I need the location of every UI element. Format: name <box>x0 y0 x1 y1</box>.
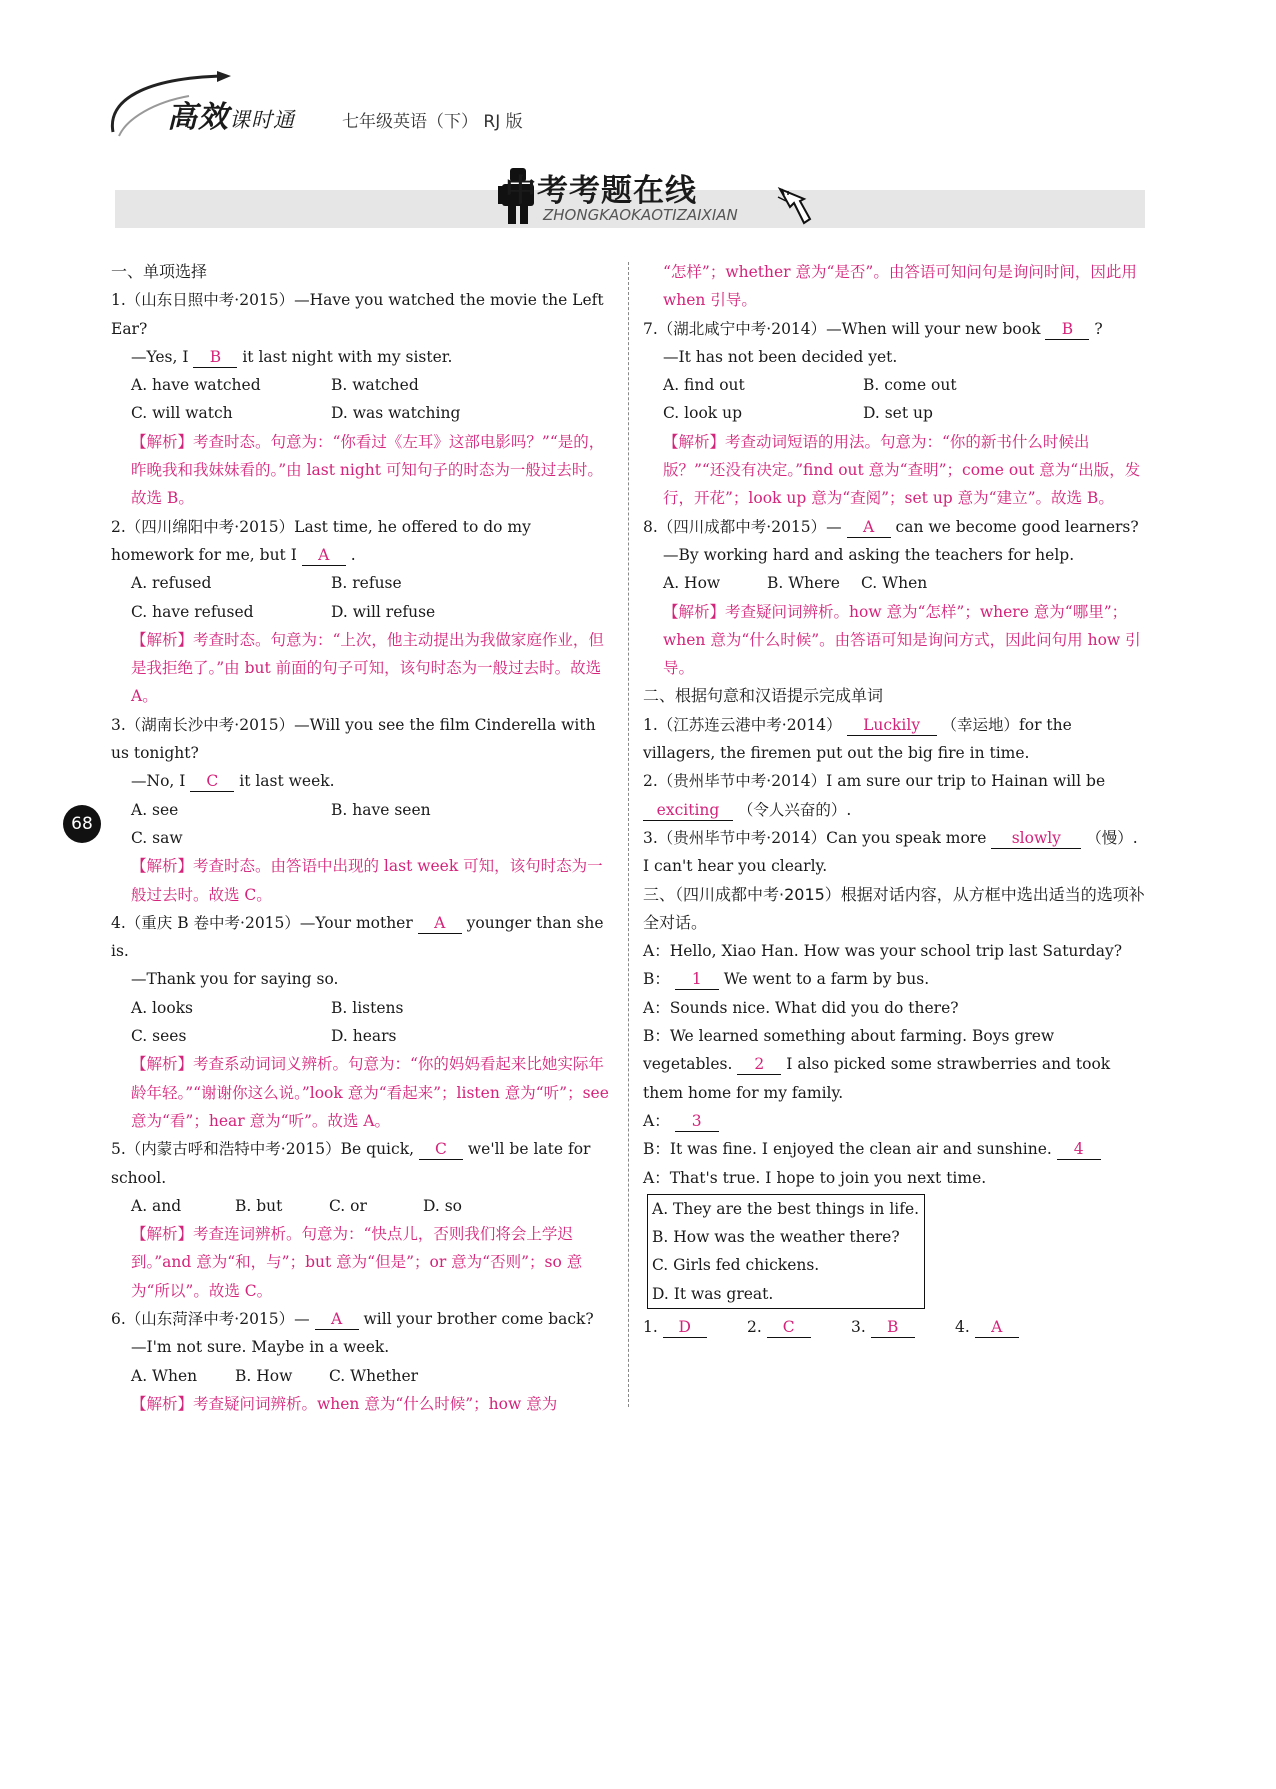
right-column-line <box>643 824 1145 881</box>
question-text-after: （慢）. I can't hear you clearly. <box>643 828 1138 876</box>
option-choice: B. watched <box>331 376 419 395</box>
right-column-line: —By working hard and asking the teachers for help. <box>663 545 1075 564</box>
option-choice: B. but <box>235 1196 283 1215</box>
left-column-line: 【解析】考查系动词词义辨析。句意为：“你的妈妈看起来比她实际年龄年轻。”“谢谢你这么说。”look 意为“看起来”；listen 意为“听”；see 意为“看”；hear 意为“听”。故选 A。 <box>131 1055 609 1130</box>
left-column-line: 【解析】考查连词辨析。句意为：“快点儿，否则我们将会上学迟到。”and 意为“和，与”；but 意为“但是”；or 意为“否则”；so 意为“所以”。故选 C。 <box>131 1225 583 1300</box>
option-choice: D. will refuse <box>331 602 436 621</box>
option-choice: B. have seen <box>331 800 431 819</box>
question-text: B：It was fine. I enjoyed the clean air and sunshine. <box>643 1140 1057 1159</box>
right-column-line <box>643 767 1145 824</box>
left-column-line <box>111 1022 614 1050</box>
question-text-after: We went to a farm by bus. <box>718 970 930 989</box>
question-text: B：We learned something about farming. Boys grew vegetables. <box>643 1027 1055 1074</box>
pointing-hand-icon <box>774 185 818 229</box>
question-text-after: younger than she is. <box>111 913 604 961</box>
question-text-after: it last week. <box>234 772 335 791</box>
left-column-line <box>111 994 614 1022</box>
answer-blank: exciting <box>643 800 733 821</box>
question-text: 4.（重庆 B 卷中考·2015）—Your mother <box>111 913 418 932</box>
right-column-line: “怎样”；whether 意为“是否”。由答语可知问句是询问时间，因此用 when 引导。 <box>663 263 1137 310</box>
right-column-line <box>643 965 1145 993</box>
left-column-line <box>111 1362 614 1390</box>
answer-blank: 3 <box>675 1111 719 1132</box>
question-text: —Yes, I <box>131 347 194 366</box>
left-column-line <box>111 399 614 427</box>
left-column-line: 【解析】考查时态。由答语中出现的 last week 可知，该句时态为一般过去时。故选 C。 <box>131 857 603 904</box>
final-answer-num: 3. <box>851 1317 871 1336</box>
answer-blank: A <box>847 517 891 538</box>
option-choice: A. find out <box>663 376 745 395</box>
left-column-line <box>111 513 614 570</box>
right-column-line: A：Hello, Xiao Han. How was your school trip last Saturday? <box>643 942 1123 961</box>
right-column-line <box>643 1107 1145 1135</box>
question-text: 3.（贵州毕节中考·2014）Can you speak more <box>643 828 992 847</box>
right-column-line <box>643 399 1145 427</box>
left-column-line <box>111 1305 614 1333</box>
option-choice: A. How <box>663 574 721 593</box>
answer-blank: A <box>302 545 346 566</box>
left-column-line <box>111 598 614 626</box>
option-choice: D. so <box>423 1196 463 1215</box>
right-column-line: 【解析】考查疑问词辨析。how 意为“怎样”；where 意为“哪里”；when 意为“什么时候”。由答语可知是询问方式，因此问句用 how 引导。 <box>663 602 1141 678</box>
option-choice: B. come out <box>863 376 957 395</box>
right-column-line: A：Sounds nice. What did you do there? <box>643 998 959 1017</box>
question-text: B： <box>643 970 675 989</box>
question-text: 2.（四川绵阳中考·2015）Last time, he offered to do my homework for me, but I <box>111 517 531 564</box>
banner-pinyin: ZHONGKAOKAOTIZAIXIAN <box>543 206 738 224</box>
left-column-line <box>111 569 614 597</box>
right-column-line <box>643 711 1145 768</box>
final-answer-item <box>851 1313 955 1341</box>
answer-blank: B <box>1045 319 1089 340</box>
option-choice: D. hears <box>331 1027 397 1046</box>
option-choice: A. see <box>131 800 179 819</box>
answer-blank: C <box>419 1139 463 1160</box>
left-column-line <box>111 909 614 966</box>
answer-blank: slowly <box>991 828 1081 849</box>
question-text-after: we'll be late for school. <box>111 1140 591 1187</box>
final-answer-blank: A <box>975 1317 1019 1338</box>
right-column-line: —It has not been decided yet. <box>663 347 898 366</box>
question-text-after: it last night with my sister. <box>237 347 453 366</box>
left-column-line: 一、单项选择 <box>111 262 208 281</box>
left-column-line: 【解析】考查疑问词辨析。when 意为“什么时候”；how 意为 <box>131 1394 558 1413</box>
option-choice: C. will watch <box>131 404 233 423</box>
question-text-after: I also picked some strawberries and took them home for my family. <box>643 1055 1111 1102</box>
left-column <box>111 258 614 1418</box>
option-choice: C. When <box>861 574 928 593</box>
question-text-after: （幸运地）for the villagers, the firemen put out the big fire in time. <box>643 715 1072 763</box>
option-choice: A. and <box>131 1196 182 1215</box>
right-column-line <box>643 315 1145 343</box>
question-text: 7.（湖北咸宁中考·2014）—When will your new book <box>643 319 1046 338</box>
final-answer-blank: B <box>871 1317 915 1338</box>
option-choice: C. sees <box>131 1027 187 1046</box>
right-column-line <box>643 371 1145 399</box>
question-text: 6.（山东菏泽中考·2015）— <box>111 1309 315 1328</box>
right-column <box>643 258 1145 1341</box>
answer-blank: 2 <box>737 1054 781 1075</box>
banner-title: 中考考题在线 <box>505 173 697 209</box>
left-column-line: 【解析】考查时态。句意为：“你看过《左耳》这部电影吗？”“是的，昨晚我和我妹妹看的。”由 last night 可知句子的时态为一般过去时。故选 B。 <box>131 432 605 508</box>
option-choice: B. listens <box>331 998 404 1017</box>
option-choice: D. was watching <box>331 404 461 423</box>
final-answers <box>643 1313 1145 1341</box>
option-choice: B. refuse <box>331 574 402 593</box>
option-choice: A. have watched <box>131 376 261 395</box>
final-answer-blank: D <box>663 1317 707 1338</box>
question-text-after: . <box>345 545 356 564</box>
left-column-line: —I'm not sure. Maybe in a week. <box>131 1338 390 1357</box>
option-choice: A. looks <box>131 998 194 1017</box>
right-column-line <box>643 513 1145 541</box>
question-text: —No, I <box>131 772 191 791</box>
option-choice: C. have refused <box>131 602 254 621</box>
question-text-after: ? <box>1089 319 1103 338</box>
right-column-items <box>643 258 1145 1192</box>
question-text: A： <box>643 1111 675 1130</box>
option-choice: C. or <box>329 1196 367 1215</box>
right-column-line: 二、根据句意和汉语提示完成单词 <box>643 686 884 706</box>
final-answer-num: 4. <box>955 1317 975 1336</box>
option-choice: B. How <box>235 1366 293 1385</box>
options-box <box>647 1194 925 1309</box>
left-column-line: 【解析】考查时态。句意为：“上次，他主动提出为我做家庭作业，但是我拒绝了。”由 but 前面的句子可知，该句时态为一般过去时。故选 A。 <box>131 630 604 706</box>
box-option: D. It was great. <box>652 1284 774 1303</box>
left-column-line <box>111 1135 614 1192</box>
box-option: C. Girls fed chickens. <box>652 1256 820 1275</box>
right-column-line <box>643 1022 1145 1107</box>
left-column-line <box>111 371 614 399</box>
column-divider <box>628 262 629 1407</box>
answer-blank: B <box>193 347 237 368</box>
answer-blank: 1 <box>675 969 719 990</box>
answer-blank: 4 <box>1057 1139 1101 1160</box>
brand-main: 高效 <box>167 100 229 135</box>
right-column-line: 【解析】考查动词短语的用法。句意为：“你的新书什么时候出版？”“还没有决定。”find out 意为“查明”；come out 意为“出版，发行，开花”；look up 意为“查阅”；set up 意为“建立”。故选 B。 <box>663 432 1141 508</box>
option-choice: D. set up <box>863 404 933 423</box>
question-text: 8.（四川成都中考·2015）— <box>643 517 847 536</box>
answer-blank: A <box>418 913 462 934</box>
left-column-line: 1.（山东日照中考·2015）—Have you watched the movie the Left Ear? <box>111 291 604 338</box>
option-choice: B. Where <box>767 574 840 593</box>
box-option: A. They are the best things in life. <box>652 1199 920 1218</box>
answer-blank: Luckily <box>847 715 937 736</box>
question-text: 2.（贵州毕节中考·2014）I am sure our trip to Hainan will be <box>643 772 1106 791</box>
answer-blank: C <box>190 771 234 792</box>
left-column-line: —Thank you for saying so. <box>131 970 339 989</box>
final-answer-num: 2. <box>747 1317 767 1336</box>
question-text-after: will your brother come back? <box>358 1309 594 1328</box>
option-choice: A. refused <box>131 574 212 593</box>
right-column-line: A：That's true. I hope to join you next time. <box>643 1168 987 1187</box>
left-column-line: 3.（湖南长沙中考·2015）—Will you see the film Cinderella with us tonight? <box>111 715 596 763</box>
brand-sub: 课时通 <box>229 108 295 132</box>
left-column-line: C. saw <box>131 828 183 847</box>
option-choice: C. look up <box>663 404 743 423</box>
brand-logo <box>167 92 295 136</box>
question-text-after: （令人兴奋的）. <box>733 800 852 819</box>
question-text-after: can we become good learners? <box>890 517 1139 536</box>
page-header <box>105 70 1205 140</box>
book-subtitle: 七年级英语（下） RJ 版 <box>342 112 523 132</box>
option-choice: A. When <box>131 1366 198 1385</box>
left-column-line <box>111 343 614 371</box>
right-column-line <box>643 569 1145 597</box>
final-answer-item <box>747 1313 851 1341</box>
left-column-line <box>111 767 614 795</box>
page-number: 68 <box>63 805 101 843</box>
final-answer-item <box>955 1313 1059 1341</box>
left-column-line <box>111 796 614 824</box>
box-option: B. How was the weather there? <box>652 1228 900 1247</box>
question-text: 5.（内蒙古呼和浩特中考·2015）Be quick, <box>111 1140 419 1159</box>
answer-blank: A <box>315 1309 359 1330</box>
final-answer-item <box>643 1313 747 1341</box>
question-text: 1.（江苏连云港中考·2014） <box>643 715 847 734</box>
final-answer-blank: C <box>767 1317 811 1338</box>
right-column-line <box>643 1135 1145 1163</box>
right-column-line: 三、（四川成都中考·2015）根据对话内容，从方框中选出适当的选项补全对话。 <box>643 884 1145 932</box>
left-column-line <box>111 1192 614 1220</box>
option-choice: C. Whether <box>329 1366 419 1385</box>
final-answer-num: 1. <box>643 1317 663 1336</box>
